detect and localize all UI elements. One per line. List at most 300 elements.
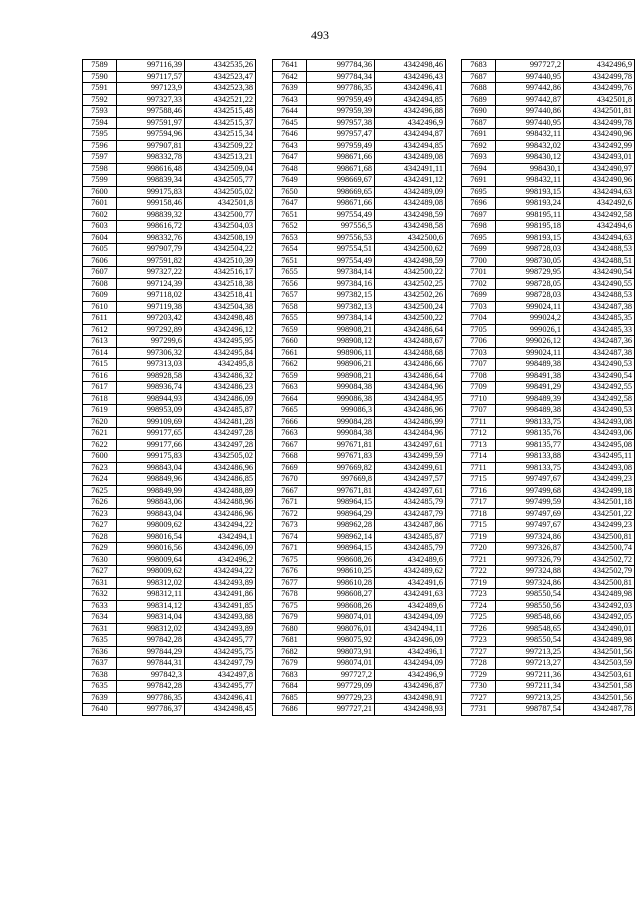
y-coordinate-cell: 4342518,38 bbox=[185, 278, 256, 290]
x-coordinate-cell: 998964,29 bbox=[307, 508, 375, 520]
point-number-cell: 7602 bbox=[83, 209, 117, 221]
point-number-cell: 7645 bbox=[273, 117, 307, 129]
point-number-cell: 7664 bbox=[273, 393, 307, 405]
table-row bbox=[273, 543, 446, 555]
x-coordinate-cell: 998491,38 bbox=[496, 370, 564, 382]
table-row bbox=[462, 117, 635, 129]
x-coordinate-cell: 997907,81 bbox=[117, 140, 185, 152]
x-coordinate-cell: 998728,03 bbox=[496, 244, 564, 256]
table-row bbox=[273, 658, 446, 670]
y-coordinate-cell: 4342484,95 bbox=[375, 393, 446, 405]
point-number-cell: 7609 bbox=[83, 290, 117, 302]
x-coordinate-cell: 999175,83 bbox=[117, 451, 185, 463]
x-coordinate-cell: 997588,46 bbox=[117, 106, 185, 118]
x-coordinate-cell: 998548,65 bbox=[496, 623, 564, 635]
y-coordinate-cell: 4342495,8 bbox=[185, 359, 256, 371]
x-coordinate-cell: 998133,75 bbox=[496, 462, 564, 474]
point-number-cell: 7600 bbox=[83, 451, 117, 463]
point-number-cell: 7642 bbox=[273, 71, 307, 83]
point-number-cell: 7698 bbox=[462, 221, 496, 233]
y-coordinate-cell: 4342488,51 bbox=[564, 255, 635, 267]
table-row bbox=[273, 669, 446, 681]
table-row bbox=[462, 600, 635, 612]
y-coordinate-cell: 4342487,38 bbox=[564, 347, 635, 359]
x-coordinate-cell: 997313,03 bbox=[117, 359, 185, 371]
y-coordinate-cell: 4342513,21 bbox=[185, 152, 256, 164]
x-coordinate-cell: 998491,29 bbox=[496, 382, 564, 394]
point-number-cell: 7668 bbox=[273, 451, 307, 463]
y-coordinate-cell: 4342486,23 bbox=[185, 382, 256, 394]
x-coordinate-cell: 997384,16 bbox=[307, 278, 375, 290]
y-coordinate-cell: 4342508,19 bbox=[185, 232, 256, 244]
point-number-cell: 7675 bbox=[273, 600, 307, 612]
point-number-cell: 7615 bbox=[83, 359, 117, 371]
point-number-cell: 7712 bbox=[462, 428, 496, 440]
x-coordinate-cell: 998962,28 bbox=[307, 520, 375, 532]
table-row bbox=[273, 117, 446, 129]
table-row bbox=[273, 163, 446, 175]
table-row bbox=[83, 577, 256, 589]
table-row bbox=[273, 140, 446, 152]
x-coordinate-cell: 997554,49 bbox=[307, 255, 375, 267]
x-coordinate-cell: 998671,66 bbox=[307, 198, 375, 210]
coordinates-table-right bbox=[461, 59, 635, 716]
point-number-cell: 7679 bbox=[273, 612, 307, 624]
table-row bbox=[462, 635, 635, 647]
y-coordinate-cell: 4342490,53 bbox=[564, 359, 635, 371]
y-coordinate-cell: 4342491,86 bbox=[185, 589, 256, 601]
point-number-cell: 7590 bbox=[83, 71, 117, 83]
table-row bbox=[462, 370, 635, 382]
y-coordinate-cell: 4342493,06 bbox=[564, 428, 635, 440]
y-coordinate-cell: 4342493,01 bbox=[564, 152, 635, 164]
y-coordinate-cell: 4342493,08 bbox=[564, 416, 635, 428]
y-coordinate-cell: 4342489,6 bbox=[375, 600, 446, 612]
y-coordinate-cell: 4342489,09 bbox=[375, 186, 446, 198]
coordinates-table-middle bbox=[272, 59, 446, 716]
x-coordinate-cell: 998193,15 bbox=[496, 186, 564, 198]
x-coordinate-cell: 997382,13 bbox=[307, 301, 375, 313]
table-row bbox=[273, 577, 446, 589]
point-number-cell: 7705 bbox=[462, 324, 496, 336]
point-number-cell: 7594 bbox=[83, 117, 117, 129]
y-coordinate-cell: 4342496,09 bbox=[375, 635, 446, 647]
x-coordinate-cell: 998193,15 bbox=[496, 232, 564, 244]
table-row bbox=[273, 393, 446, 405]
x-coordinate-cell: 998608,27 bbox=[307, 589, 375, 601]
page-number: 493 bbox=[311, 28, 329, 42]
x-coordinate-cell: 997554,51 bbox=[307, 244, 375, 256]
x-coordinate-cell: 999084,38 bbox=[307, 382, 375, 394]
table-row bbox=[83, 140, 256, 152]
table-row bbox=[462, 692, 635, 704]
point-number-cell: 7623 bbox=[83, 462, 117, 474]
y-coordinate-cell: 4342487,78 bbox=[564, 704, 635, 716]
table-row bbox=[462, 462, 635, 474]
y-coordinate-cell: 4342490,54 bbox=[564, 370, 635, 382]
point-number-cell: 7634 bbox=[83, 612, 117, 624]
x-coordinate-cell: 998332,78 bbox=[117, 152, 185, 164]
point-number-cell: 7597 bbox=[83, 152, 117, 164]
point-number-cell: 7631 bbox=[83, 577, 117, 589]
x-coordinate-cell: 997594,96 bbox=[117, 129, 185, 141]
table-row bbox=[273, 646, 446, 658]
y-coordinate-cell: 4342496,88 bbox=[375, 106, 446, 118]
table-row bbox=[273, 451, 446, 463]
x-coordinate-cell: 998312,02 bbox=[117, 577, 185, 589]
point-number-cell: 7727 bbox=[462, 646, 496, 658]
x-coordinate-cell: 997327,33 bbox=[117, 94, 185, 106]
table-row bbox=[462, 278, 635, 290]
y-coordinate-cell: 4342486,99 bbox=[375, 416, 446, 428]
point-number-cell: 7629 bbox=[83, 543, 117, 555]
x-coordinate-cell: 997671,81 bbox=[307, 439, 375, 451]
y-coordinate-cell: 4342504,22 bbox=[185, 244, 256, 256]
x-coordinate-cell: 998936,74 bbox=[117, 382, 185, 394]
y-coordinate-cell: 4342494,22 bbox=[185, 520, 256, 532]
point-number-cell: 7703 bbox=[462, 347, 496, 359]
x-coordinate-cell: 997119,38 bbox=[117, 301, 185, 313]
x-coordinate-cell: 999024,2 bbox=[496, 313, 564, 325]
x-coordinate-cell: 999026,12 bbox=[496, 336, 564, 348]
x-coordinate-cell: 997842,3 bbox=[117, 669, 185, 681]
point-number-cell: 7654 bbox=[273, 244, 307, 256]
table-row bbox=[273, 232, 446, 244]
point-number-cell: 7672 bbox=[273, 508, 307, 520]
y-coordinate-cell: 4342490,54 bbox=[564, 267, 635, 279]
x-coordinate-cell: 998073,91 bbox=[307, 646, 375, 658]
point-number-cell: 7650 bbox=[273, 186, 307, 198]
point-number-cell: 7600 bbox=[83, 186, 117, 198]
x-coordinate-cell: 998787,54 bbox=[496, 704, 564, 716]
point-number-cell: 7694 bbox=[462, 163, 496, 175]
y-coordinate-cell: 4342501,56 bbox=[564, 646, 635, 658]
y-coordinate-cell: 4342484,96 bbox=[375, 428, 446, 440]
y-coordinate-cell: 4342498,59 bbox=[375, 209, 446, 221]
x-coordinate-cell: 998074,01 bbox=[307, 658, 375, 670]
point-number-cell: 7640 bbox=[83, 704, 117, 716]
table-row bbox=[83, 623, 256, 635]
y-coordinate-cell: 4342496,09 bbox=[185, 543, 256, 555]
x-coordinate-cell: 997123,9 bbox=[117, 83, 185, 95]
point-number-cell: 7673 bbox=[273, 520, 307, 532]
y-coordinate-cell: 4342493,08 bbox=[564, 462, 635, 474]
point-number-cell: 7695 bbox=[462, 232, 496, 244]
point-number-cell: 7620 bbox=[83, 416, 117, 428]
x-coordinate-cell: 997440,95 bbox=[496, 71, 564, 83]
x-coordinate-cell: 999024,11 bbox=[496, 347, 564, 359]
table-row bbox=[83, 428, 256, 440]
x-coordinate-cell: 998009,64 bbox=[117, 554, 185, 566]
x-coordinate-cell: 997118,02 bbox=[117, 290, 185, 302]
y-coordinate-cell: 4342494,22 bbox=[185, 566, 256, 578]
x-coordinate-cell: 997327,22 bbox=[117, 267, 185, 279]
x-coordinate-cell: 997213,25 bbox=[496, 646, 564, 658]
point-number-cell: 7714 bbox=[462, 451, 496, 463]
y-coordinate-cell: 4342485,87 bbox=[185, 405, 256, 417]
table-row bbox=[83, 612, 256, 624]
point-number-cell: 7591 bbox=[83, 83, 117, 95]
point-number-cell: 7595 bbox=[83, 129, 117, 141]
table-row bbox=[462, 428, 635, 440]
point-number-cell: 7601 bbox=[83, 198, 117, 210]
table-row bbox=[273, 416, 446, 428]
y-coordinate-cell: 4342497,8 bbox=[185, 669, 256, 681]
table-row bbox=[462, 646, 635, 658]
table-row bbox=[273, 531, 446, 543]
x-coordinate-cell: 998728,05 bbox=[496, 278, 564, 290]
point-number-cell: 7727 bbox=[462, 692, 496, 704]
point-number-cell: 7700 bbox=[462, 255, 496, 267]
y-coordinate-cell: 4342505,77 bbox=[185, 175, 256, 187]
point-number-cell: 7707 bbox=[462, 359, 496, 371]
table-row bbox=[273, 635, 446, 647]
x-coordinate-cell: 998489,38 bbox=[496, 405, 564, 417]
y-coordinate-cell: 4342491,11 bbox=[375, 163, 446, 175]
table-row bbox=[462, 474, 635, 486]
point-number-cell: 7625 bbox=[83, 485, 117, 497]
x-coordinate-cell: 997727,21 bbox=[307, 704, 375, 716]
y-coordinate-cell: 4342492,58 bbox=[564, 393, 635, 405]
point-number-cell: 7725 bbox=[462, 612, 496, 624]
x-coordinate-cell: 997211,34 bbox=[496, 681, 564, 693]
x-coordinate-cell: 999177,65 bbox=[117, 428, 185, 440]
y-coordinate-cell: 4342492,58 bbox=[564, 209, 635, 221]
x-coordinate-cell: 998669,67 bbox=[307, 175, 375, 187]
table-row bbox=[462, 313, 635, 325]
x-coordinate-cell: 999175,83 bbox=[117, 186, 185, 198]
y-coordinate-cell: 4342488,53 bbox=[564, 290, 635, 302]
point-number-cell: 7614 bbox=[83, 347, 117, 359]
x-coordinate-cell: 997844,31 bbox=[117, 658, 185, 670]
table-row bbox=[83, 359, 256, 371]
point-number-cell: 7605 bbox=[83, 244, 117, 256]
point-number-cell: 7715 bbox=[462, 474, 496, 486]
x-coordinate-cell: 999109,69 bbox=[117, 416, 185, 428]
x-coordinate-cell: 997959,49 bbox=[307, 140, 375, 152]
point-number-cell: 7687 bbox=[462, 117, 496, 129]
table-row bbox=[83, 336, 256, 348]
table-row bbox=[83, 347, 256, 359]
point-number-cell: 7679 bbox=[273, 658, 307, 670]
y-coordinate-cell: 4342499,18 bbox=[564, 485, 635, 497]
point-number-cell: 7657 bbox=[273, 290, 307, 302]
table-row bbox=[273, 520, 446, 532]
x-coordinate-cell: 998906,21 bbox=[307, 359, 375, 371]
y-coordinate-cell: 4342521,22 bbox=[185, 94, 256, 106]
y-coordinate-cell: 4342485,33 bbox=[564, 324, 635, 336]
table-row bbox=[83, 635, 256, 647]
x-coordinate-cell: 998009,62 bbox=[117, 566, 185, 578]
y-coordinate-cell: 4342504,03 bbox=[185, 221, 256, 233]
y-coordinate-cell: 4342501,8 bbox=[564, 94, 635, 106]
x-coordinate-cell: 998849,99 bbox=[117, 485, 185, 497]
y-coordinate-cell: 4342486,64 bbox=[375, 370, 446, 382]
x-coordinate-cell: 997124,39 bbox=[117, 278, 185, 290]
x-coordinate-cell: 997306,32 bbox=[117, 347, 185, 359]
y-coordinate-cell: 4342490,53 bbox=[564, 405, 635, 417]
table-row bbox=[462, 439, 635, 451]
table-row bbox=[462, 416, 635, 428]
point-number-cell: 7633 bbox=[83, 600, 117, 612]
point-number-cell: 7608 bbox=[83, 278, 117, 290]
point-number-cell: 7659 bbox=[273, 324, 307, 336]
x-coordinate-cell: 997497,69 bbox=[496, 508, 564, 520]
x-coordinate-cell: 998843,04 bbox=[117, 462, 185, 474]
x-coordinate-cell: 997299,6 bbox=[117, 336, 185, 348]
point-number-cell: 7656 bbox=[273, 278, 307, 290]
table-row bbox=[462, 451, 635, 463]
y-coordinate-cell: 4342502,26 bbox=[375, 290, 446, 302]
point-number-cell: 7624 bbox=[83, 474, 117, 486]
table-row bbox=[462, 129, 635, 141]
x-coordinate-cell: 997440,86 bbox=[496, 106, 564, 118]
y-coordinate-cell: 4342486,96 bbox=[185, 508, 256, 520]
x-coordinate-cell: 997844,29 bbox=[117, 646, 185, 658]
table-row bbox=[83, 566, 256, 578]
x-coordinate-cell: 998953,09 bbox=[117, 405, 185, 417]
x-coordinate-cell: 998076,01 bbox=[307, 623, 375, 635]
y-coordinate-cell: 4342489,6 bbox=[375, 554, 446, 566]
table-row bbox=[83, 704, 256, 716]
table-row bbox=[83, 474, 256, 486]
x-coordinate-cell: 997440,95 bbox=[496, 117, 564, 129]
y-coordinate-cell: 4342496,41 bbox=[185, 692, 256, 704]
point-number-cell: 7636 bbox=[83, 646, 117, 658]
x-coordinate-cell: 998839,32 bbox=[117, 209, 185, 221]
point-number-cell: 7628 bbox=[83, 531, 117, 543]
point-number-cell: 7690 bbox=[462, 106, 496, 118]
x-coordinate-cell: 998728,03 bbox=[496, 290, 564, 302]
point-number-cell: 7669 bbox=[273, 462, 307, 474]
y-coordinate-cell: 4342485,87 bbox=[375, 531, 446, 543]
x-coordinate-cell: 998430,12 bbox=[496, 152, 564, 164]
y-coordinate-cell: 4342501,81 bbox=[564, 106, 635, 118]
table-row bbox=[462, 106, 635, 118]
y-coordinate-cell: 4342496,9 bbox=[564, 60, 635, 72]
point-number-cell: 7606 bbox=[83, 255, 117, 267]
point-number-cell: 7697 bbox=[462, 209, 496, 221]
point-number-cell: 7631 bbox=[83, 623, 117, 635]
point-number-cell: 7667 bbox=[273, 485, 307, 497]
point-number-cell: 7723 bbox=[462, 635, 496, 647]
point-number-cell: 7693 bbox=[462, 152, 496, 164]
table-row bbox=[462, 232, 635, 244]
table-row bbox=[83, 554, 256, 566]
point-number-cell: 7718 bbox=[462, 508, 496, 520]
x-coordinate-cell: 997497,67 bbox=[496, 474, 564, 486]
table-row bbox=[273, 497, 446, 509]
x-coordinate-cell: 997784,34 bbox=[307, 71, 375, 83]
table-row bbox=[83, 439, 256, 451]
y-coordinate-cell: 4342485,35 bbox=[564, 313, 635, 325]
point-number-cell: 7627 bbox=[83, 520, 117, 532]
y-coordinate-cell: 4342496,2 bbox=[185, 554, 256, 566]
y-coordinate-cell: 4342486,96 bbox=[185, 462, 256, 474]
table-row bbox=[462, 531, 635, 543]
y-coordinate-cell: 4342487,36 bbox=[564, 336, 635, 348]
point-number-cell: 7648 bbox=[273, 163, 307, 175]
y-coordinate-cell: 4342495,75 bbox=[185, 646, 256, 658]
y-coordinate-cell: 4342494,85 bbox=[375, 94, 446, 106]
point-number-cell: 7647 bbox=[273, 198, 307, 210]
y-coordinate-cell: 4342499,78 bbox=[564, 117, 635, 129]
table-row bbox=[83, 405, 256, 417]
y-coordinate-cell: 4342498,93 bbox=[375, 704, 446, 716]
point-number-cell: 7662 bbox=[273, 359, 307, 371]
y-coordinate-cell: 4342500,62 bbox=[375, 244, 446, 256]
y-coordinate-cell: 4342494,1 bbox=[185, 531, 256, 543]
y-coordinate-cell: 4342502,79 bbox=[564, 566, 635, 578]
x-coordinate-cell: 997842,28 bbox=[117, 681, 185, 693]
x-coordinate-cell: 999084,28 bbox=[307, 416, 375, 428]
point-number-cell: 7723 bbox=[462, 589, 496, 601]
table-row bbox=[462, 152, 635, 164]
point-number-cell: 7674 bbox=[273, 531, 307, 543]
x-coordinate-cell: 999177,66 bbox=[117, 439, 185, 451]
table-row bbox=[273, 244, 446, 256]
table-row bbox=[83, 301, 256, 313]
point-number-cell: 7716 bbox=[462, 485, 496, 497]
x-coordinate-cell: 997324,86 bbox=[496, 577, 564, 589]
x-coordinate-cell: 999158,46 bbox=[117, 198, 185, 210]
point-number-cell: 7696 bbox=[462, 198, 496, 210]
table-row bbox=[83, 646, 256, 658]
point-number-cell: 7658 bbox=[273, 301, 307, 313]
table-row bbox=[273, 382, 446, 394]
table-row bbox=[83, 543, 256, 555]
table-row bbox=[83, 290, 256, 302]
x-coordinate-cell: 997842,28 bbox=[117, 635, 185, 647]
table-row bbox=[83, 497, 256, 509]
y-coordinate-cell: 4342495,77 bbox=[185, 681, 256, 693]
y-coordinate-cell: 4342497,61 bbox=[375, 485, 446, 497]
table-row bbox=[273, 428, 446, 440]
y-coordinate-cell: 4342516,17 bbox=[185, 267, 256, 279]
table-row bbox=[273, 221, 446, 233]
y-coordinate-cell: 4342498,58 bbox=[375, 221, 446, 233]
x-coordinate-cell: 997729,09 bbox=[307, 681, 375, 693]
point-number-cell: 7663 bbox=[273, 428, 307, 440]
y-coordinate-cell: 4342500,22 bbox=[375, 313, 446, 325]
table-row bbox=[462, 83, 635, 95]
x-coordinate-cell: 997292,89 bbox=[117, 324, 185, 336]
point-number-cell: 7730 bbox=[462, 681, 496, 693]
table-row bbox=[273, 508, 446, 520]
table-row bbox=[83, 209, 256, 221]
table-row bbox=[462, 209, 635, 221]
y-coordinate-cell: 4342503,59 bbox=[564, 658, 635, 670]
x-coordinate-cell: 997499,68 bbox=[496, 485, 564, 497]
point-number-cell: 7676 bbox=[273, 566, 307, 578]
point-number-cell: 7706 bbox=[462, 336, 496, 348]
x-coordinate-cell: 997591,97 bbox=[117, 117, 185, 129]
table-row bbox=[83, 94, 256, 106]
x-coordinate-cell: 999084,38 bbox=[307, 428, 375, 440]
y-coordinate-cell: 4342489,98 bbox=[564, 589, 635, 601]
table-row bbox=[273, 405, 446, 417]
x-coordinate-cell: 997213,27 bbox=[496, 658, 564, 670]
table-row bbox=[273, 485, 446, 497]
x-coordinate-cell: 997384,14 bbox=[307, 267, 375, 279]
x-coordinate-cell: 999024,11 bbox=[496, 301, 564, 313]
table-row bbox=[462, 681, 635, 693]
y-coordinate-cell: 4342501,22 bbox=[564, 508, 635, 520]
y-coordinate-cell: 4342501,58 bbox=[564, 681, 635, 693]
table-row bbox=[83, 669, 256, 681]
y-coordinate-cell: 4342488,89 bbox=[185, 485, 256, 497]
point-number-cell: 7695 bbox=[462, 186, 496, 198]
